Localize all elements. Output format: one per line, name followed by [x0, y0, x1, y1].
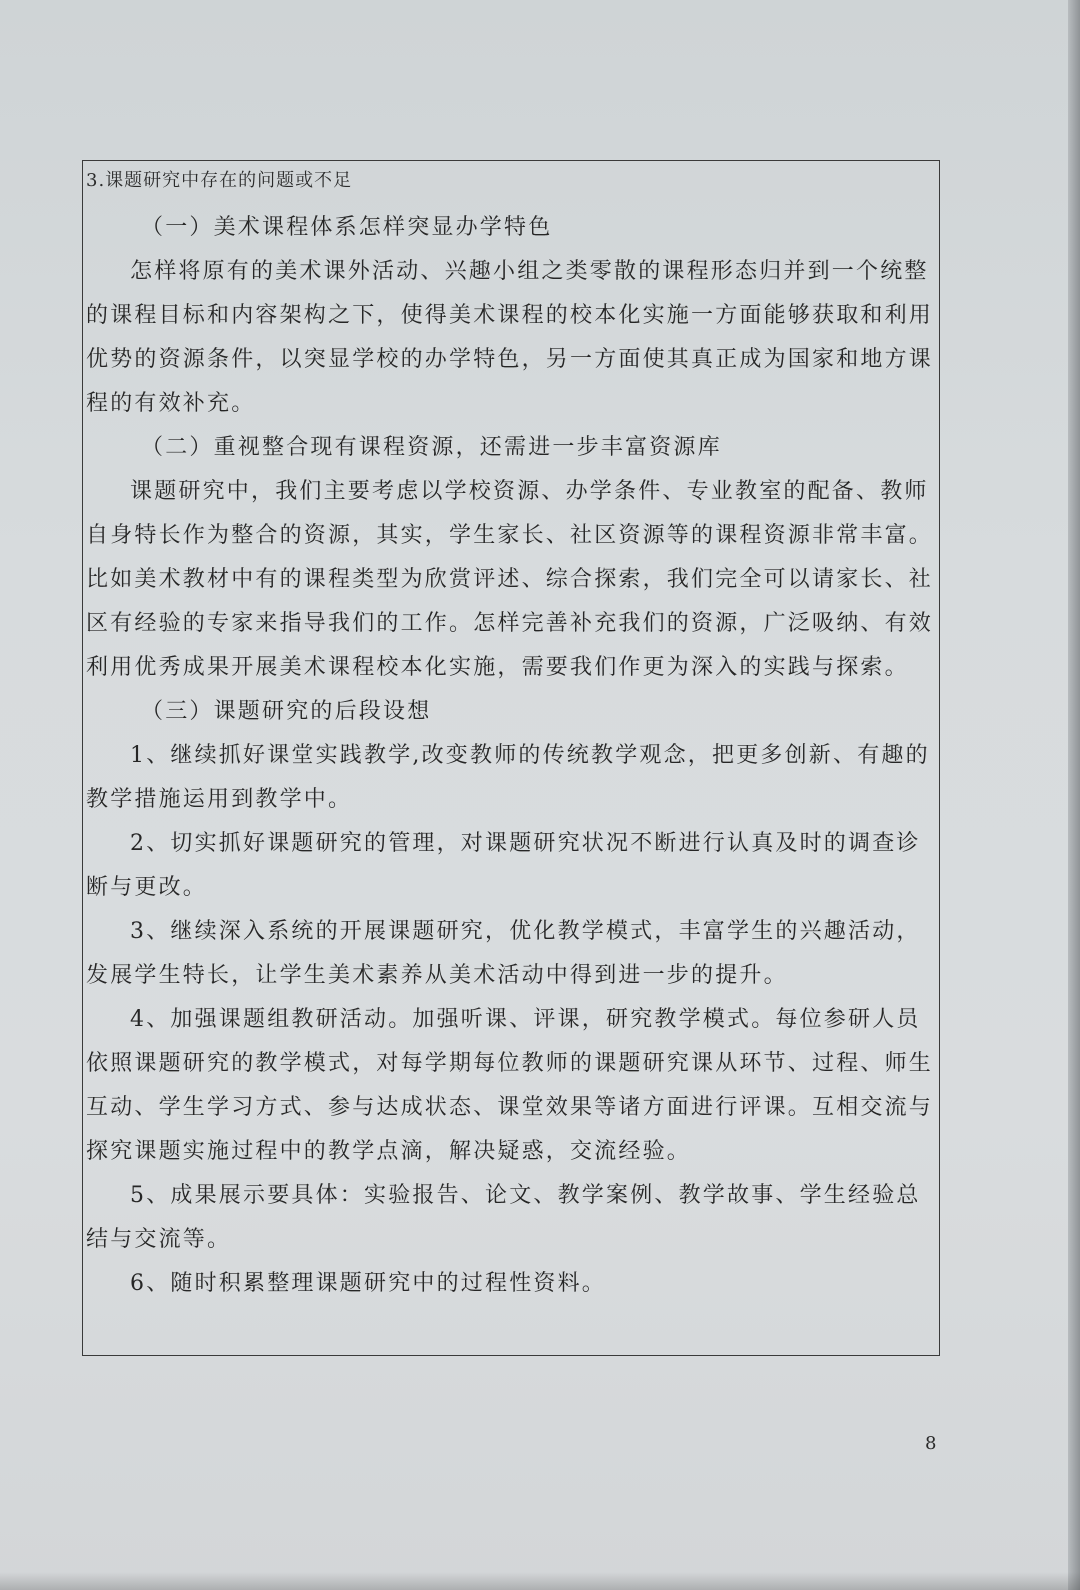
paragraph-2: 课题研究中，我们主要考虑以学校资源、办学条件、专业教室的配备、教师自身特长作为整合的资源，其实，学生家长、社区资源等的课程资源非常丰富。比如美术教材中有的课程类型为欣赏评述、综合探索，我们完全可以请家长、社区有经验的专家来指导我们的工作。怎样完善补充我们的资源，广泛吸纳、有效利用优秀成果开展美术课程校本化实施，需要我们作更为深入的实践与探索。	[86, 479, 934, 680]
page-shadow	[0, 1572, 1080, 1590]
section-heading: 3.课题研究中存在的问题或不足	[86, 170, 353, 191]
subheading-2: （二）重视整合现有课程资源，还需进一步丰富资源库	[141, 435, 722, 460]
list-item-4: 4、加强课题组教研活动。加强听课、评课，研究教学模式。每位参研人员依照课题研究的教学模式，对每学期每位教师的课题研究课从环节、过程、师生互动、学生学习方式、参与达成状态、课堂效果等诸方面进行评课。互相交流与探究课题实施过程中的教学点滴，解决疑惑，交流经验。	[86, 1007, 934, 1164]
binding-edge	[1068, 0, 1080, 1590]
list-item-5: 5、成果展示要具体：实验报告、论文、教学案例、教学故事、学生经验总结与交流等。	[86, 1183, 921, 1252]
list-item-6: 6、随时积累整理课题研究中的过程性资料。	[130, 1271, 606, 1296]
page-number: 8	[925, 1433, 937, 1454]
subheading-1: （一）美术课程体系怎样突显办学特色	[141, 215, 553, 240]
subheading-3: （三）课题研究的后段设想	[141, 699, 432, 724]
paragraph-1: 怎样将原有的美术课外活动、兴趣小组之类零散的课程形态归并到一个统整的课程目标和内容架构之下，使得美术课程的校本化实施一方面能够获取和利用优势的资源条件，以突显学校的办学特色，另一方面使其真正成为国家和地方课程的有效补充。	[86, 259, 934, 416]
list-item-2: 2、切实抓好课题研究的管理，对课题研究状况不断进行认真及时的调查诊断与更改。	[86, 831, 921, 900]
body-text	[86, 206, 936, 1306]
list-item-1: 1、继续抓好课堂实践教学,改变教师的传统教学观念，把更多创新、有趣的教学措施运用到教学中。	[86, 743, 930, 812]
list-item-3: 3、继续深入系统的开展课题研究，优化教学模式，丰富学生的兴趣活动，发展学生特长，让学生美术素养从美术活动中得到进一步的提升。	[86, 919, 921, 988]
